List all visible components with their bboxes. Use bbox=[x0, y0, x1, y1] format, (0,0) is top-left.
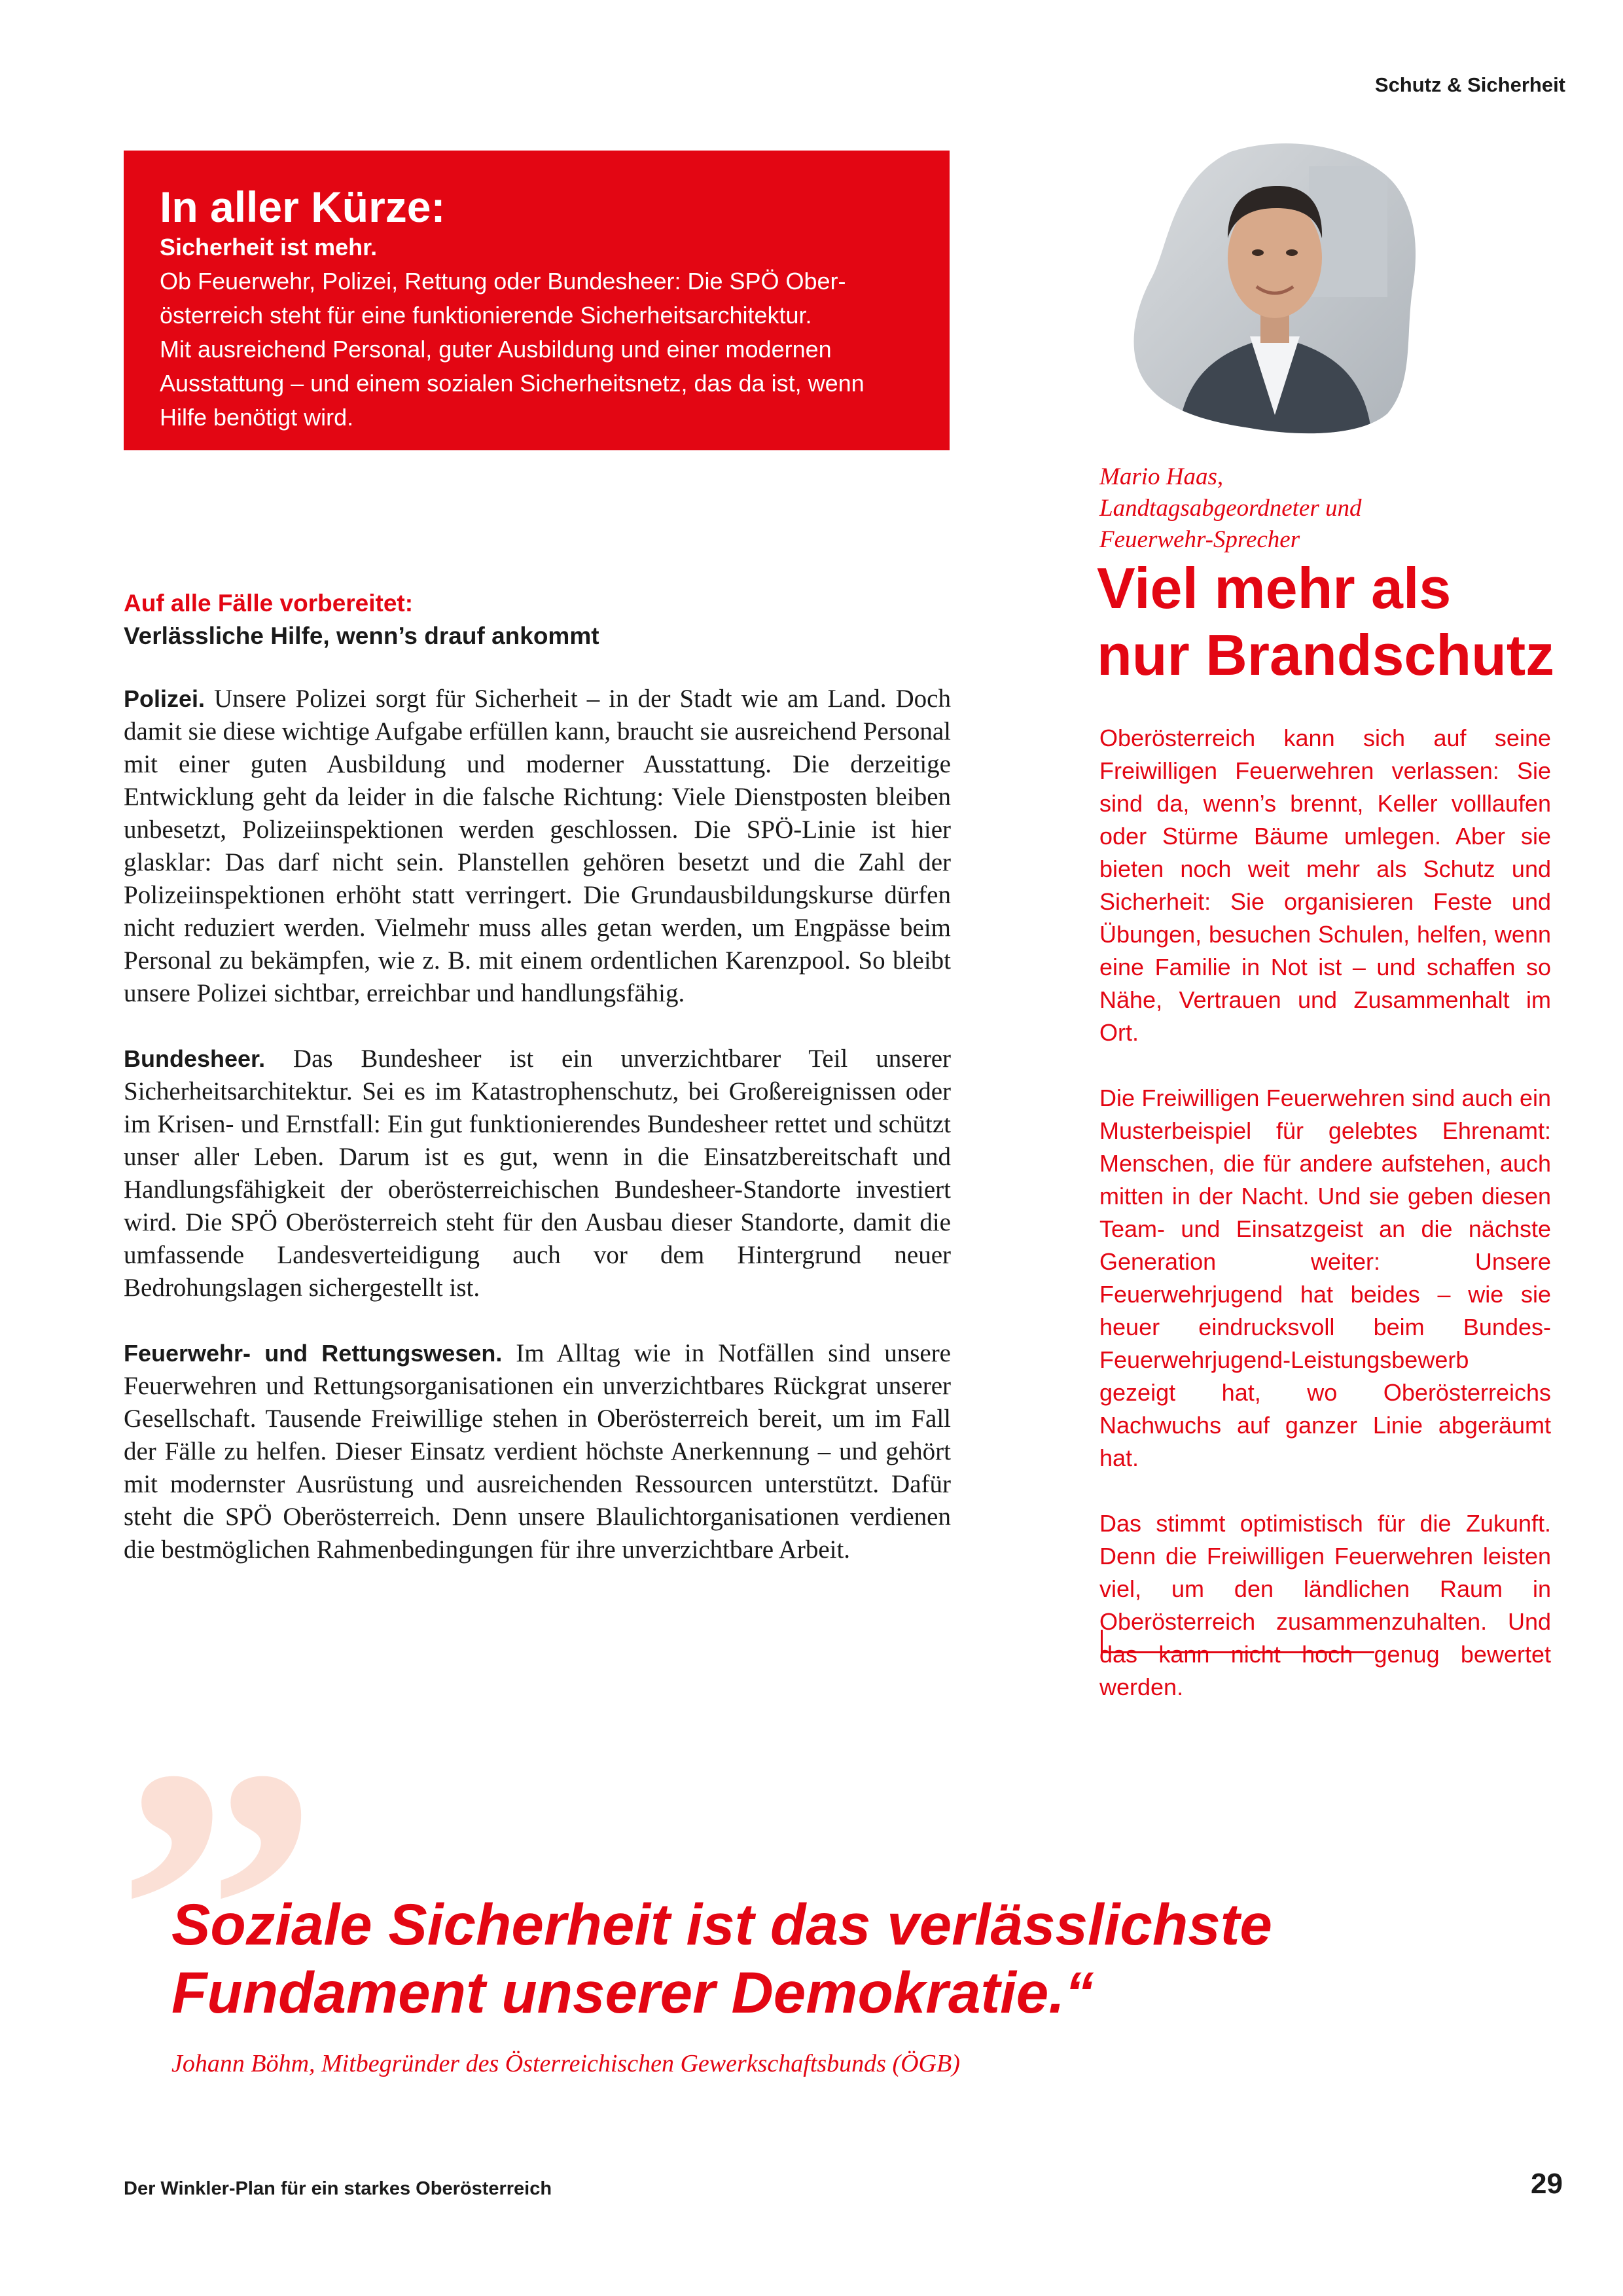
article-paragraph bbox=[124, 1043, 951, 1304]
paragraph-text: Unsere Polizei sorgt für Sicherheit – in der Stadt wie am Land. Doch damit sie diese wichtige Aufgabe erfüllen kann, braucht sie ausreichend Personal mit einer guten Ausbildung und moderner Ausstattung. Die derzeitige Entwicklung geht da leider in die falsche Richtung: Viele Dienstposten bleiben unbesetzt, Polizeiinspektionen werden geschlossen. Die SPÖ-Linie ist hier glasklar: Das darf nicht sein. Planstellen gehören besetzt und die Zahl der Polizeiinspektionen erhöht statt verringert. Die Grundausbildungskurse dürfen nicht reduziert werden. Vielmehr muss alles getan werden, um Engpässe beim Personal zu bekämpfen, wie z. B. mit einem ordentlichen Karenzpool. So bleibt unsere Polizei sichtbar, erreichbar und handlungsfähig. bbox=[124, 685, 951, 1007]
quote-marks-icon: ” bbox=[116, 1685, 319, 2134]
summary-box bbox=[124, 151, 950, 450]
summary-line: Hilfe benötigt wird. bbox=[160, 404, 354, 431]
sidebar-author bbox=[1099, 461, 1505, 556]
summary-subtitle: Sicherheit ist mehr. bbox=[160, 234, 378, 260]
sidebar-paragraph: Oberösterreich kann sich auf seine Freiwilligen Feuerwehren verlassen: Sie sind da, wenn’s brennt, Keller volllaufen oder Stürme Bäume umlegen. Aber sie bieten noch weit mehr als Schutz und Sicherheit: Sie organisieren Feste und Übungen, besuchen Schulen, helfen, wenn eine Familie in Not ist – und schaffen so Nähe, Vertrauen und Zusammenhalt im Ort. bbox=[1099, 725, 1551, 1046]
sidebar-author-line: Landtagsabgeordneter und bbox=[1099, 495, 1362, 522]
portrait-photo bbox=[1132, 140, 1418, 435]
pull-quote bbox=[171, 1890, 1546, 2026]
section-label: Schutz & Sicherheit bbox=[1374, 73, 1565, 96]
sidebar-end-rule bbox=[1101, 1630, 1374, 1653]
paragraph-text: Das Bundesheer ist ein unverzichtbarer Teil unserer Sicherheitsarchitektur. Sei es im Katastrophenschutz, bei Großereignissen oder im Krisen- und Ernstfall: Ein gut funktionierendes Bundesheer rettet und schützt unser aller Leben. Darum ist es gut, wenn in die Einsatzbereitschaft und Handlungsfähigkeit der oberösterreichischen Bundesheer-Standorte investiert wird. Die SPÖ Oberösterreich steht für den Ausbau dieser Standorte, damit die umfassende Landesverteidigung auch vor dem Hintergrund neuer Bedrohungslagen sichergestellt ist. bbox=[124, 1045, 951, 1302]
summary-line: Ausstattung – und einem sozialen Sicherheitsnetz, das da ist, wenn bbox=[160, 370, 865, 397]
summary-line: Mit ausreichend Personal, guter Ausbildung und einer modernen bbox=[160, 336, 832, 363]
sidebar-text bbox=[1099, 722, 1551, 1736]
sidebar-headline-line: Viel mehr als bbox=[1097, 556, 1452, 620]
pull-quote-line: Soziale Sicherheit ist das verlässlichste bbox=[171, 1892, 1272, 1957]
article-subhead: Verlässliche Hilfe, wenn’s drauf ankommt bbox=[124, 622, 599, 649]
paragraph-lead: Bundesheer. bbox=[124, 1045, 266, 1072]
paragraph-lead: Polizei. bbox=[124, 685, 205, 712]
sidebar-paragraph: Das stimmt optimistisch für die Zukunft. Denn die Freiwilligen Feuerwehren leisten viel, um den ländlichen Raum in Oberösterreich zusammenzuhalten. Und das kann nicht hoch genug bewertet werden. bbox=[1099, 1510, 1551, 1700]
quote-attribution: Johann Böhm, Mitbegründer des Österreichischen Gewerkschaftsbunds (ÖGB) bbox=[171, 2050, 960, 2077]
sidebar-author-line: Mario Haas, bbox=[1099, 463, 1224, 490]
sidebar-paragraph: Die Freiwilligen Feuerwehren sind auch ein Musterbeispiel für gelebtes Ehrenamt: Menschen, die für andere aufstehen, auch mitten in der Nacht. Und sie geben diesen Team- und Einsatzgeist an die nächste Generation weiter: Unsere Feuerwehrjugend hat beides – wie sie heuer eindrucksvoll beim Bundes-Feuerwehrjugend-Leistungsbewerb gezeigt hat, wo Oberösterreichs Nachwuchs auf ganzer Linie abgeräumt hat. bbox=[1099, 1085, 1551, 1471]
sidebar-headline-line: nur Brandschutz bbox=[1097, 622, 1555, 687]
article-paragraph bbox=[124, 1337, 951, 1566]
sidebar-author-line: Feuerwehr-Sprecher bbox=[1099, 526, 1300, 553]
footer-title: Der Winkler-Plan für ein starkes Oberösterreich bbox=[124, 2178, 552, 2199]
paragraph-text: Im Alltag wie in Notfällen sind unsere Feuerwehren und Rettungsorganisationen ein unverzichtbares Rückgrat unserer Gesellschaft. Tausende Freiwillige stehen in Oberösterreich bereit, um im Fall der Fälle zu helfen. Dieser Einsatz verdient höchste Anerkennung – und gehört mit modernster Ausrüstung und ausreichenden Ressourcen unterstützt. Dafür steht die SPÖ Oberösterreich. Denn unsere Blaulichtorganisationen verdienen die bestmöglichen Rahmenbedingungen für ihre unverzichtbare Arbeit. bbox=[124, 1339, 951, 1564]
summary-line: Ob Feuerwehr, Polizei, Rettung oder Bundesheer: Die SPÖ Ober- bbox=[160, 268, 846, 295]
article-body bbox=[124, 683, 951, 1599]
article-kicker: Auf alle Fälle vorbereitet: bbox=[124, 590, 414, 617]
summary-line: österreich steht für eine funktionierende Sicherheitsarchitektur. bbox=[160, 302, 812, 329]
paragraph-lead: Feuerwehr- und Rettungswesen. bbox=[124, 1340, 503, 1367]
sidebar-headline bbox=[1097, 555, 1581, 689]
article-paragraph bbox=[124, 683, 951, 1010]
pull-quote-line: Fundament unserer Demokratie.“ bbox=[171, 1960, 1094, 2025]
page-number: 29 bbox=[1531, 2168, 1563, 2200]
summary-title: In aller Kürze: bbox=[160, 183, 446, 231]
